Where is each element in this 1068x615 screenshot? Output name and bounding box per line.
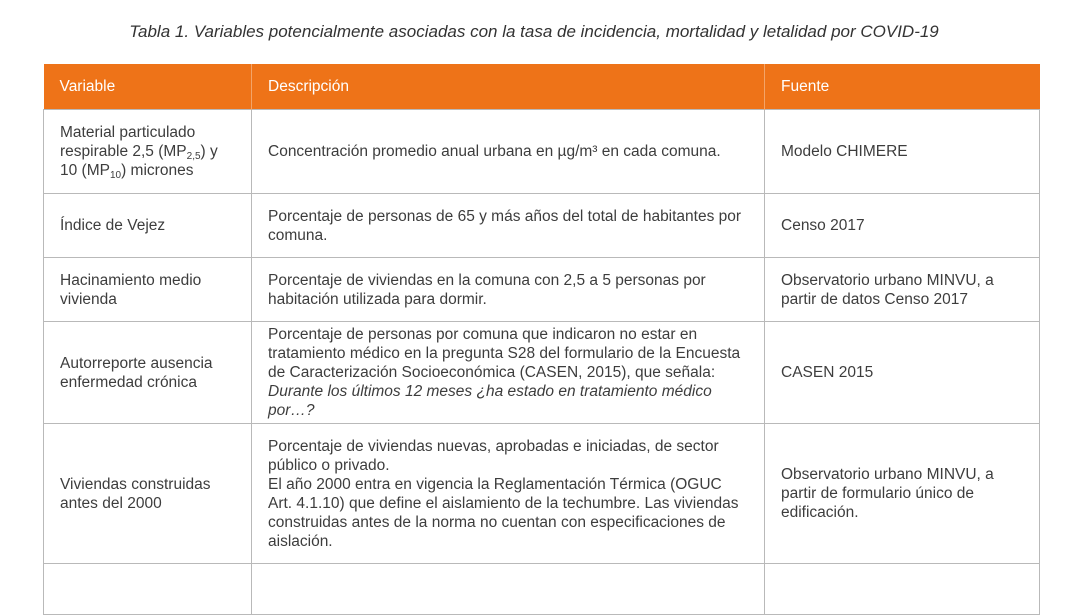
table-header-row (44, 64, 1040, 110)
description-text: Porcentaje de personas por comuna que indicaron no estar en tratamiento médico en la pregunta S28 del formulario de la Encuesta de Caracterización Socioeconómica (CASEN, 2015), que señala: (268, 326, 741, 381)
cell-source: Modelo CHIMERE (765, 110, 1040, 194)
table-caption (0, 22, 1068, 42)
table-row-partial (44, 564, 1040, 615)
table-row (44, 424, 1040, 564)
cell-description (252, 564, 765, 615)
description-text: Porcentaje de viviendas nuevas, aprobadas e iniciadas, de sector público o privado. (268, 437, 719, 474)
cell-variable: Índice de Vejez (44, 194, 252, 258)
description-text-2: El año 2000 entra en vigencia la Reglamentación Térmica (OGUC Art. 4.1.10) que define el aislamiento de la techumbre. Las viviendas construidas antes de la norma no cuentan con especificaciones de aislación. (268, 475, 739, 550)
cell-source: CASEN 2015 (765, 322, 1040, 424)
header-variable: Variable (44, 64, 252, 110)
cell-variable: Hacinamiento medio vivienda (44, 258, 252, 322)
subscript: 2,5 (186, 151, 201, 162)
table-row (44, 194, 1040, 258)
description-question: Durante los últimos 12 meses ¿ha estado en tratamiento médico por…? (268, 383, 712, 419)
table-row (44, 322, 1040, 424)
cell-source: Censo 2017 (765, 194, 1040, 258)
variable-text-part: Material particulado respirable 2,5 (MP (60, 124, 196, 160)
cell-description: Porcentaje de viviendas en la comuna con 2,5 a 5 personas por habitación utilizada para dormir. (252, 258, 765, 322)
header-descripcion: Descripción (252, 64, 765, 110)
cell-variable (44, 110, 252, 194)
cell-source (765, 564, 1040, 615)
table-row (44, 110, 1040, 194)
variable-text-part: ) y 10 (MP (60, 143, 218, 179)
cell-variable: Viviendas construidas antes del 2000 (44, 424, 252, 564)
cell-description: Concentración promedio anual urbana en µg/m³ en cada comuna. (252, 110, 765, 194)
cell-variable (44, 564, 252, 615)
variables-table (43, 64, 1040, 615)
caption-label: Tabla 1. (129, 22, 190, 41)
cell-source: Observatorio urbano MINVU, a partir de datos Censo 2017 (765, 258, 1040, 322)
table-row (44, 258, 1040, 322)
variable-text-part: ) micrones (121, 162, 194, 179)
caption-text: Variables potencialmente asociadas con la tasa de incidencia, mortalidad y letalidad por COVID-19 (193, 22, 939, 41)
cell-source: Observatorio urbano MINVU, a partir de formulario único de edificación. (765, 424, 1040, 564)
cell-variable: Autorreporte ausencia enfermedad crónica (44, 322, 252, 424)
cell-description (252, 322, 765, 424)
cell-description: Porcentaje de personas de 65 y más años del total de habitantes por comuna. (252, 194, 765, 258)
subscript: 10 (109, 170, 122, 181)
cell-description (252, 424, 765, 564)
header-fuente: Fuente (765, 64, 1040, 110)
